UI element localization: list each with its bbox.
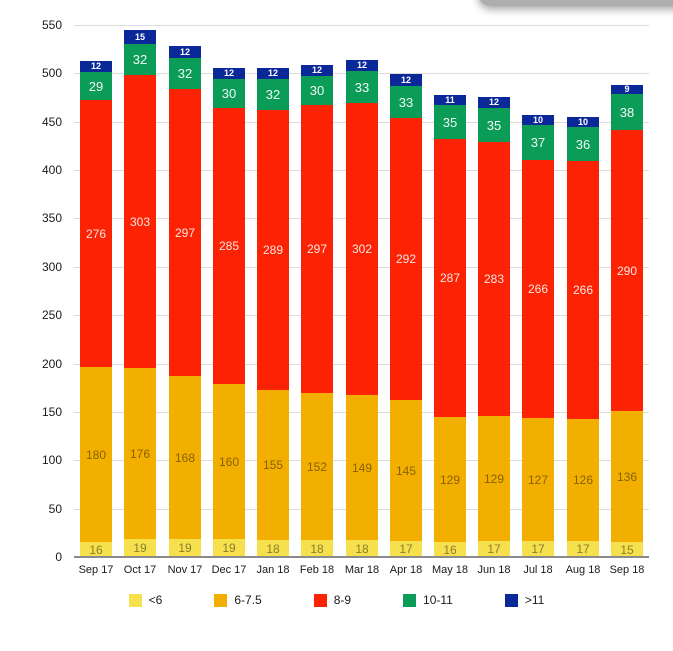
bar-segment-10-11-Aug 18 — [567, 127, 599, 161]
y-axis-tick-label: 0 — [55, 550, 62, 564]
bar-value-label: 30 — [309, 83, 325, 98]
bar-segment-10-11-Sep 17 — [80, 72, 112, 100]
top-right-partial-element — [478, 0, 673, 6]
y-axis-tick-label: 500 — [41, 66, 62, 80]
legend-label: 8-9 — [333, 593, 352, 607]
y-axis-tick-label: 550 — [41, 18, 62, 32]
bar-segment->11-Jun 18 — [478, 97, 510, 108]
bar-value-label: 18 — [355, 541, 369, 556]
x-axis-category-label: Jan 18 — [256, 564, 290, 576]
bar-value-label: 17 — [399, 542, 413, 556]
bar-value-label: 12 — [267, 68, 278, 78]
bar-value-label: 12 — [356, 60, 367, 70]
bar-segment-8-9-Sep 18 — [611, 130, 643, 411]
bar-segment-8-9-Oct 17 — [124, 75, 156, 368]
bar-value-label: 136 — [616, 469, 638, 484]
bar-segment-8-9-May 18 — [434, 139, 466, 417]
bar-segment-8-9-Jun 18 — [478, 142, 510, 416]
x-axis-category-label: Feb 18 — [299, 564, 335, 576]
bar-segment-10-11-Feb 18 — [301, 76, 333, 105]
bar-value-label: 10 — [577, 116, 588, 127]
legend-swatch-icon — [505, 594, 518, 607]
bar-segment->11-May 18 — [434, 95, 466, 105]
bar-segment-10-11-Oct 17 — [124, 44, 156, 75]
bar-segment-<6-Aug 18 — [567, 541, 599, 557]
bar-segment-6-7.5-Aug 18 — [567, 419, 599, 541]
bar-value-label: 12 — [311, 65, 322, 75]
bar-segment-8-9-Jul 18 — [522, 160, 554, 418]
legend-label: 10-11 — [423, 593, 453, 607]
bar-value-label: 17 — [531, 542, 545, 556]
bar-value-label: 297 — [174, 225, 196, 240]
bar-value-label: 16 — [89, 542, 103, 557]
legend-item-<6 — [129, 594, 163, 607]
bar-segment-6-7.5-Dec 17 — [213, 384, 245, 539]
bar-segment->11-Apr 18 — [390, 74, 422, 86]
legend-label: <6 — [148, 593, 163, 607]
x-axis-category-label: Apr 18 — [389, 564, 423, 576]
bar-segment-8-9-Sep 17 — [80, 100, 112, 367]
bar-value-label: 18 — [310, 541, 324, 556]
x-axis-category-label: Oct 17 — [123, 564, 157, 576]
bar-value-label: 35 — [442, 114, 458, 130]
bar-value-label: 16 — [443, 542, 457, 557]
bar-segment-6-7.5-Jun 18 — [478, 416, 510, 541]
legend-item->11 — [505, 594, 544, 607]
bar-value-label: 129 — [439, 472, 461, 487]
x-axis-category-label: Mar 18 — [344, 564, 380, 576]
bar-segment-8-9-Aug 18 — [567, 161, 599, 419]
bar-value-label: 9 — [624, 84, 630, 94]
y-axis-tick-label: 150 — [41, 405, 62, 419]
y-axis-tick-label: 450 — [41, 115, 62, 129]
bar-segment-<6-May 18 — [434, 542, 466, 557]
bar-value-label: 180 — [85, 447, 107, 462]
bar-value-label: 285 — [218, 239, 240, 253]
bar-value-label: 126 — [572, 473, 594, 487]
x-axis-category-label: May 18 — [431, 564, 469, 576]
bar-value-label: 168 — [174, 450, 196, 465]
bar-value-label: 12 — [90, 61, 101, 71]
bar-segment-<6-Sep 17 — [80, 542, 112, 557]
y-axis-tick-label: 250 — [41, 308, 62, 322]
bar-segment-<6-Sep 18 — [611, 542, 643, 557]
bar-segment-10-11-Jul 18 — [522, 125, 554, 160]
bar-segment-10-11-May 18 — [434, 105, 466, 139]
bar-value-label: 303 — [129, 214, 151, 229]
bar-value-label: 176 — [129, 446, 151, 461]
bar-segment-<6-Nov 17 — [169, 539, 201, 557]
x-axis-category-label: Jun 18 — [477, 564, 511, 576]
bar-segment-6-7.5-Apr 18 — [390, 400, 422, 541]
x-axis-category-label: Sep 17 — [78, 564, 114, 576]
bar-value-label: 33 — [354, 79, 370, 95]
y-axis-tick-label: 400 — [41, 163, 62, 177]
bar-value-label: 19 — [178, 541, 192, 555]
bar-segment->11-Oct 17 — [124, 30, 156, 44]
bar-segment-6-7.5-Oct 17 — [124, 368, 156, 539]
bar-value-label: 10 — [532, 114, 543, 125]
bar-segment-8-9-Jan 18 — [257, 110, 289, 390]
bar-value-label: 12 — [488, 97, 499, 107]
bar-value-label: 302 — [351, 242, 373, 256]
bar-segment->11-Sep 18 — [611, 85, 643, 94]
y-axis-tick-label: 200 — [41, 357, 62, 371]
legend-item-10-11 — [403, 594, 453, 607]
bar-segment-8-9-Mar 18 — [346, 103, 378, 395]
x-axis-category-label: Nov 17 — [167, 564, 203, 576]
y-axis-tick-label: 50 — [48, 502, 62, 516]
bar-value-label: 276 — [85, 226, 107, 241]
bar-segment-<6-Mar 18 — [346, 540, 378, 557]
bar-segment->11-Feb 18 — [301, 65, 333, 76]
y-axis-tick-label: 350 — [41, 211, 62, 225]
bar-segment-10-11-Dec 17 — [213, 79, 245, 108]
bar-segment-<6-Jul 18 — [522, 541, 554, 557]
bar-segment-<6-Jan 18 — [257, 540, 289, 557]
bar-value-label: 12 — [400, 74, 411, 85]
x-axis-category-label: Dec 17 — [211, 564, 247, 576]
bar-value-label: 297 — [306, 242, 328, 256]
bar-segment-6-7.5-May 18 — [434, 417, 466, 542]
bar-value-label: 15 — [134, 31, 145, 42]
bar-value-label: 287 — [439, 271, 461, 285]
bar-value-label: 283 — [483, 272, 505, 286]
bar-value-label: 32 — [265, 87, 281, 102]
x-axis-category-label: Aug 18 — [565, 564, 601, 576]
bar-value-label: 145 — [395, 463, 417, 478]
bar-segment-6-7.5-Feb 18 — [301, 393, 333, 540]
bar-value-label: 15 — [620, 542, 634, 557]
bar-value-label: 35 — [486, 117, 502, 133]
bar-value-label: 19 — [133, 541, 147, 555]
bar-value-label: 17 — [576, 542, 590, 556]
bar-value-label: 289 — [262, 243, 284, 257]
bar-segment->11-Jan 18 — [257, 68, 289, 79]
bar-value-label: 33 — [398, 94, 414, 110]
bar-segment-10-11-Apr 18 — [390, 86, 422, 118]
bar-value-label: 36 — [575, 136, 591, 152]
bar-segment->11-Nov 17 — [169, 46, 201, 58]
bar-value-label: 149 — [351, 460, 373, 475]
bar-value-label: 32 — [177, 66, 193, 81]
bar-value-label: 30 — [221, 86, 237, 101]
bar-segment-8-9-Nov 17 — [169, 89, 201, 376]
bar-segment-8-9-Dec 17 — [213, 108, 245, 384]
bar-value-label: 290 — [616, 263, 638, 278]
legend-label: >11 — [524, 593, 545, 607]
bar-segment-<6-Feb 18 — [301, 540, 333, 557]
bar-segment-6-7.5-Nov 17 — [169, 376, 201, 539]
bar-value-label: 17 — [487, 542, 501, 556]
bar-segment-10-11-Sep 18 — [611, 94, 643, 130]
bar-value-label: 38 — [619, 104, 635, 120]
bar-segment-10-11-Jan 18 — [257, 79, 289, 110]
legend-item-8-9 — [314, 594, 351, 607]
legend-swatch-icon — [214, 594, 227, 607]
bar-value-label: 292 — [395, 252, 417, 266]
x-axis-line — [74, 556, 649, 558]
bar-value-label: 19 — [222, 541, 236, 555]
bar-value-label: 155 — [262, 458, 284, 472]
bar-segment-8-9-Apr 18 — [390, 118, 422, 400]
y-axis-tick-label: 300 — [41, 260, 62, 274]
legend-item-6-7.5 — [214, 594, 261, 607]
bar-value-label: 37 — [530, 135, 546, 150]
bar-segment-<6-Oct 17 — [124, 539, 156, 557]
legend-swatch-icon — [403, 594, 416, 607]
bar-segment->11-Aug 18 — [567, 117, 599, 127]
x-axis-category-label: Jul 18 — [523, 564, 553, 576]
bar-segment-6-7.5-Jul 18 — [522, 418, 554, 541]
bar-segment->11-Sep 17 — [80, 61, 112, 72]
bar-segment-<6-Apr 18 — [390, 541, 422, 557]
legend-label: 6-7.5 — [234, 593, 262, 607]
bar-segment-6-7.5-Sep 18 — [611, 411, 643, 542]
bar-value-label: 11 — [445, 94, 455, 105]
bar-value-label: 18 — [266, 541, 280, 556]
chart-legend — [0, 594, 673, 607]
bar-segment-<6-Dec 17 — [213, 539, 245, 557]
bar-segment-<6-Jun 18 — [478, 541, 510, 557]
bar-segment->11-Mar 18 — [346, 60, 378, 71]
y-axis-tick-label: 100 — [41, 453, 62, 467]
bar-segment-10-11-Jun 18 — [478, 108, 510, 142]
bar-value-label: 160 — [218, 454, 240, 469]
bar-segment-6-7.5-Sep 17 — [80, 367, 112, 542]
bar-segment-10-11-Nov 17 — [169, 58, 201, 89]
bar-value-label: 12 — [179, 46, 190, 57]
bar-segment->11-Jul 18 — [522, 115, 554, 125]
bar-value-label: 32 — [132, 52, 148, 67]
bar-value-label: 266 — [527, 282, 549, 296]
bar-segment-6-7.5-Mar 18 — [346, 395, 378, 540]
gridline — [74, 25, 649, 26]
legend-swatch-icon — [129, 594, 142, 607]
bar-segment-8-9-Feb 18 — [301, 105, 333, 393]
bar-value-label: 129 — [483, 471, 505, 486]
bar-value-label: 29 — [88, 78, 104, 94]
x-axis-category-label: Sep 18 — [609, 564, 645, 576]
bar-value-label: 152 — [306, 459, 328, 474]
legend-swatch-icon — [314, 594, 327, 607]
bar-segment->11-Dec 17 — [213, 68, 245, 79]
bar-segment-6-7.5-Jan 18 — [257, 390, 289, 540]
bar-value-label: 12 — [223, 68, 234, 78]
bar-value-label: 127 — [527, 472, 549, 487]
bar-segment-10-11-Mar 18 — [346, 71, 378, 103]
bar-value-label: 266 — [572, 283, 594, 297]
